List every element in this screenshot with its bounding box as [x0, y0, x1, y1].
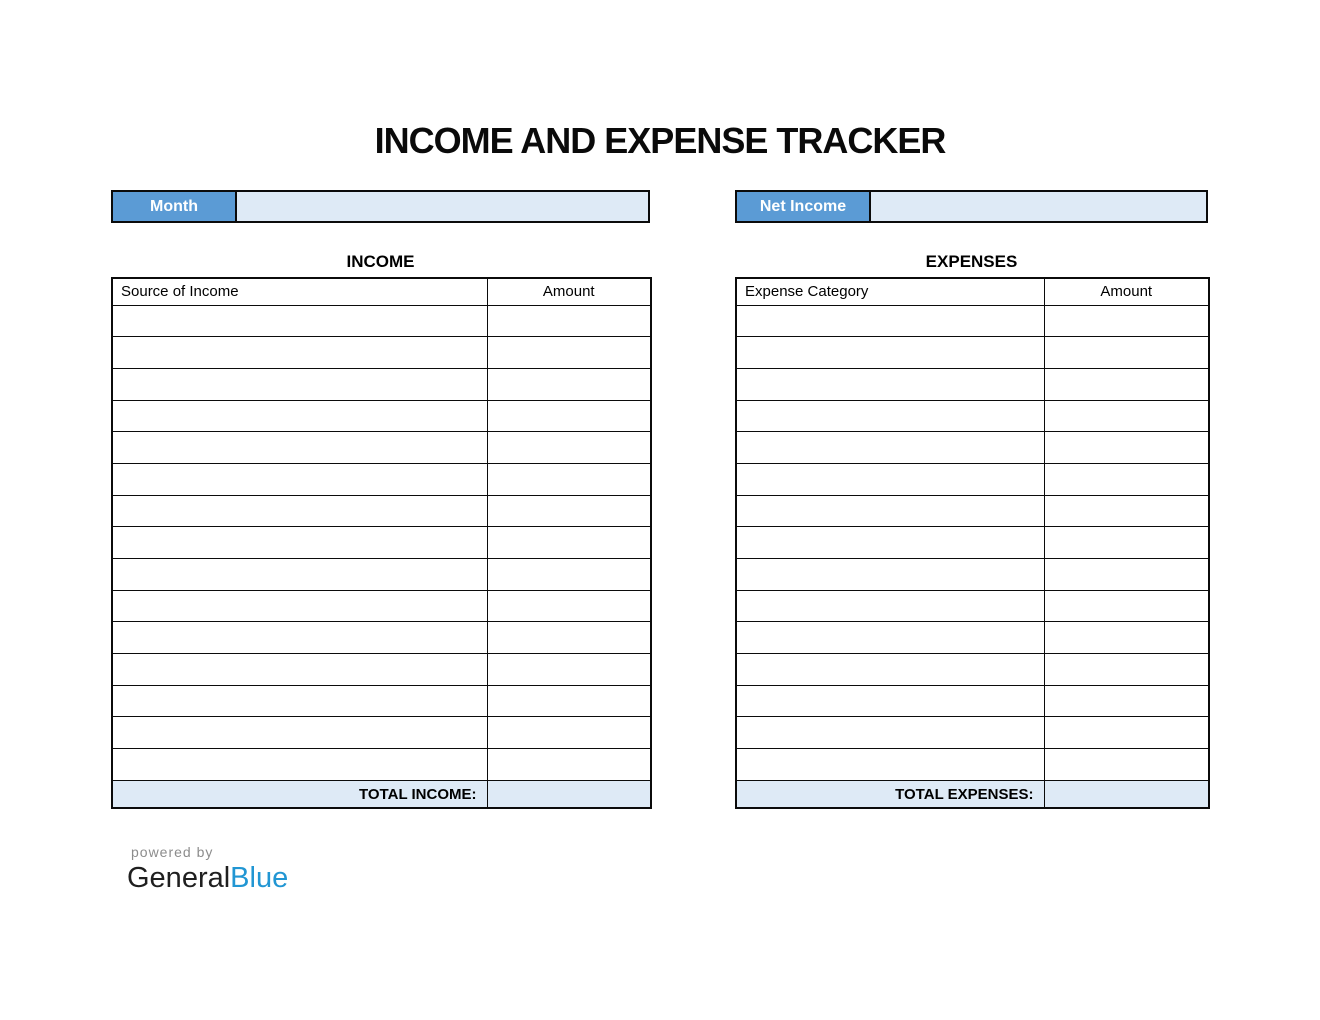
table-cell[interactable] — [112, 717, 487, 749]
table-row — [112, 685, 651, 717]
general-blue-logo — [127, 862, 288, 895]
table-row — [736, 590, 1209, 622]
table-row — [112, 432, 651, 464]
footer-brand — [127, 844, 288, 895]
table-row — [736, 622, 1209, 654]
table-row — [112, 495, 651, 527]
month-value-field[interactable] — [237, 192, 648, 221]
table-cell[interactable] — [112, 527, 487, 559]
table-cell[interactable] — [1044, 717, 1209, 749]
expenses-total-row — [736, 780, 1209, 808]
table-cell[interactable] — [736, 463, 1044, 495]
table-cell[interactable] — [487, 590, 651, 622]
table-cell[interactable] — [1044, 368, 1209, 400]
table-row — [736, 400, 1209, 432]
table-cell[interactable] — [487, 305, 651, 337]
table-cell[interactable] — [736, 654, 1044, 686]
expenses-section-title: EXPENSES — [925, 252, 1018, 271]
table-cell[interactable] — [736, 400, 1044, 432]
table-cell[interactable] — [487, 559, 651, 591]
table-cell[interactable] — [487, 432, 651, 464]
table-cell[interactable] — [736, 717, 1044, 749]
table-cell[interactable] — [112, 337, 487, 369]
table-row — [736, 654, 1209, 686]
expenses-header-amount: Amount — [1044, 278, 1209, 305]
table-row — [112, 400, 651, 432]
expenses-total-label: TOTAL EXPENSES: — [736, 780, 1044, 808]
table-cell[interactable] — [112, 495, 487, 527]
income-table — [111, 277, 652, 809]
net-income-value-field[interactable] — [871, 192, 1206, 221]
table-cell[interactable] — [1044, 685, 1209, 717]
table-row — [736, 749, 1209, 781]
table-cell[interactable] — [112, 685, 487, 717]
table-cell[interactable] — [112, 400, 487, 432]
brand-general-text: General — [127, 862, 231, 894]
table-cell[interactable] — [487, 749, 651, 781]
table-cell[interactable] — [736, 368, 1044, 400]
table-row — [736, 717, 1209, 749]
table-row — [112, 622, 651, 654]
table-cell[interactable] — [487, 400, 651, 432]
income-total-row — [112, 780, 651, 808]
table-cell[interactable] — [736, 685, 1044, 717]
income-header-source: Source of Income — [112, 278, 487, 305]
table-cell[interactable] — [112, 432, 487, 464]
table-row — [112, 559, 651, 591]
table-row — [736, 527, 1209, 559]
month-label: Month — [113, 192, 237, 221]
expenses-table — [735, 277, 1210, 809]
table-cell[interactable] — [1044, 337, 1209, 369]
table-cell[interactable] — [487, 495, 651, 527]
table-row — [112, 337, 651, 369]
table-cell[interactable] — [736, 432, 1044, 464]
table-cell[interactable] — [112, 590, 487, 622]
net-income-bar — [735, 190, 1208, 223]
expenses-header-row — [736, 278, 1209, 305]
month-bar — [111, 190, 650, 223]
table-cell[interactable] — [112, 654, 487, 686]
table-row — [736, 463, 1209, 495]
table-cell[interactable] — [487, 622, 651, 654]
table-cell[interactable] — [487, 717, 651, 749]
table-cell[interactable] — [736, 305, 1044, 337]
table-cell[interactable] — [736, 527, 1044, 559]
table-cell[interactable] — [1044, 527, 1209, 559]
table-cell[interactable] — [736, 559, 1044, 591]
table-row — [112, 368, 651, 400]
powered-by-text: powered by — [131, 844, 214, 860]
table-cell[interactable] — [1044, 432, 1209, 464]
table-cell[interactable] — [1044, 495, 1209, 527]
table-cell[interactable] — [736, 749, 1044, 781]
table-cell[interactable] — [736, 495, 1044, 527]
table-cell[interactable] — [736, 590, 1044, 622]
table-cell[interactable] — [112, 305, 487, 337]
table-row — [736, 368, 1209, 400]
table-cell[interactable] — [112, 463, 487, 495]
table-row — [736, 305, 1209, 337]
table-cell[interactable] — [736, 337, 1044, 369]
table-cell[interactable] — [1044, 400, 1209, 432]
table-cell[interactable] — [1044, 305, 1209, 337]
net-income-label: Net Income — [737, 192, 871, 221]
table-cell[interactable] — [1044, 654, 1209, 686]
table-cell[interactable] — [1044, 590, 1209, 622]
table-cell[interactable] — [1044, 749, 1209, 781]
table-cell[interactable] — [112, 749, 487, 781]
table-cell[interactable] — [487, 527, 651, 559]
income-header-amount: Amount — [487, 278, 651, 305]
expenses-total-value[interactable] — [1044, 780, 1209, 808]
table-cell[interactable] — [736, 622, 1044, 654]
income-total-label: TOTAL INCOME: — [112, 780, 487, 808]
table-row — [112, 590, 651, 622]
table-cell[interactable] — [112, 559, 487, 591]
table-cell[interactable] — [487, 337, 651, 369]
table-cell[interactable] — [487, 368, 651, 400]
table-cell[interactable] — [1044, 559, 1209, 591]
table-cell[interactable] — [1044, 622, 1209, 654]
table-cell[interactable] — [1044, 463, 1209, 495]
brand-blue-text: Blue — [230, 862, 289, 894]
table-row — [112, 654, 651, 686]
table-row — [112, 749, 651, 781]
table-row — [736, 495, 1209, 527]
income-section-title: INCOME — [346, 252, 415, 271]
page-title: INCOME AND EXPENSE TRACKER — [374, 120, 946, 161]
table-cell[interactable] — [112, 368, 487, 400]
table-row — [736, 432, 1209, 464]
table-row — [112, 717, 651, 749]
table-cell[interactable] — [487, 685, 651, 717]
table-row — [112, 463, 651, 495]
income-header-row — [112, 278, 651, 305]
table-row — [736, 685, 1209, 717]
expenses-header-category: Expense Category — [736, 278, 1044, 305]
table-cell[interactable] — [487, 463, 651, 495]
table-row — [112, 527, 651, 559]
table-cell[interactable] — [112, 622, 487, 654]
table-row — [736, 337, 1209, 369]
income-total-value[interactable] — [487, 780, 651, 808]
table-cell[interactable] — [487, 654, 651, 686]
table-row — [736, 559, 1209, 591]
table-row — [112, 305, 651, 337]
